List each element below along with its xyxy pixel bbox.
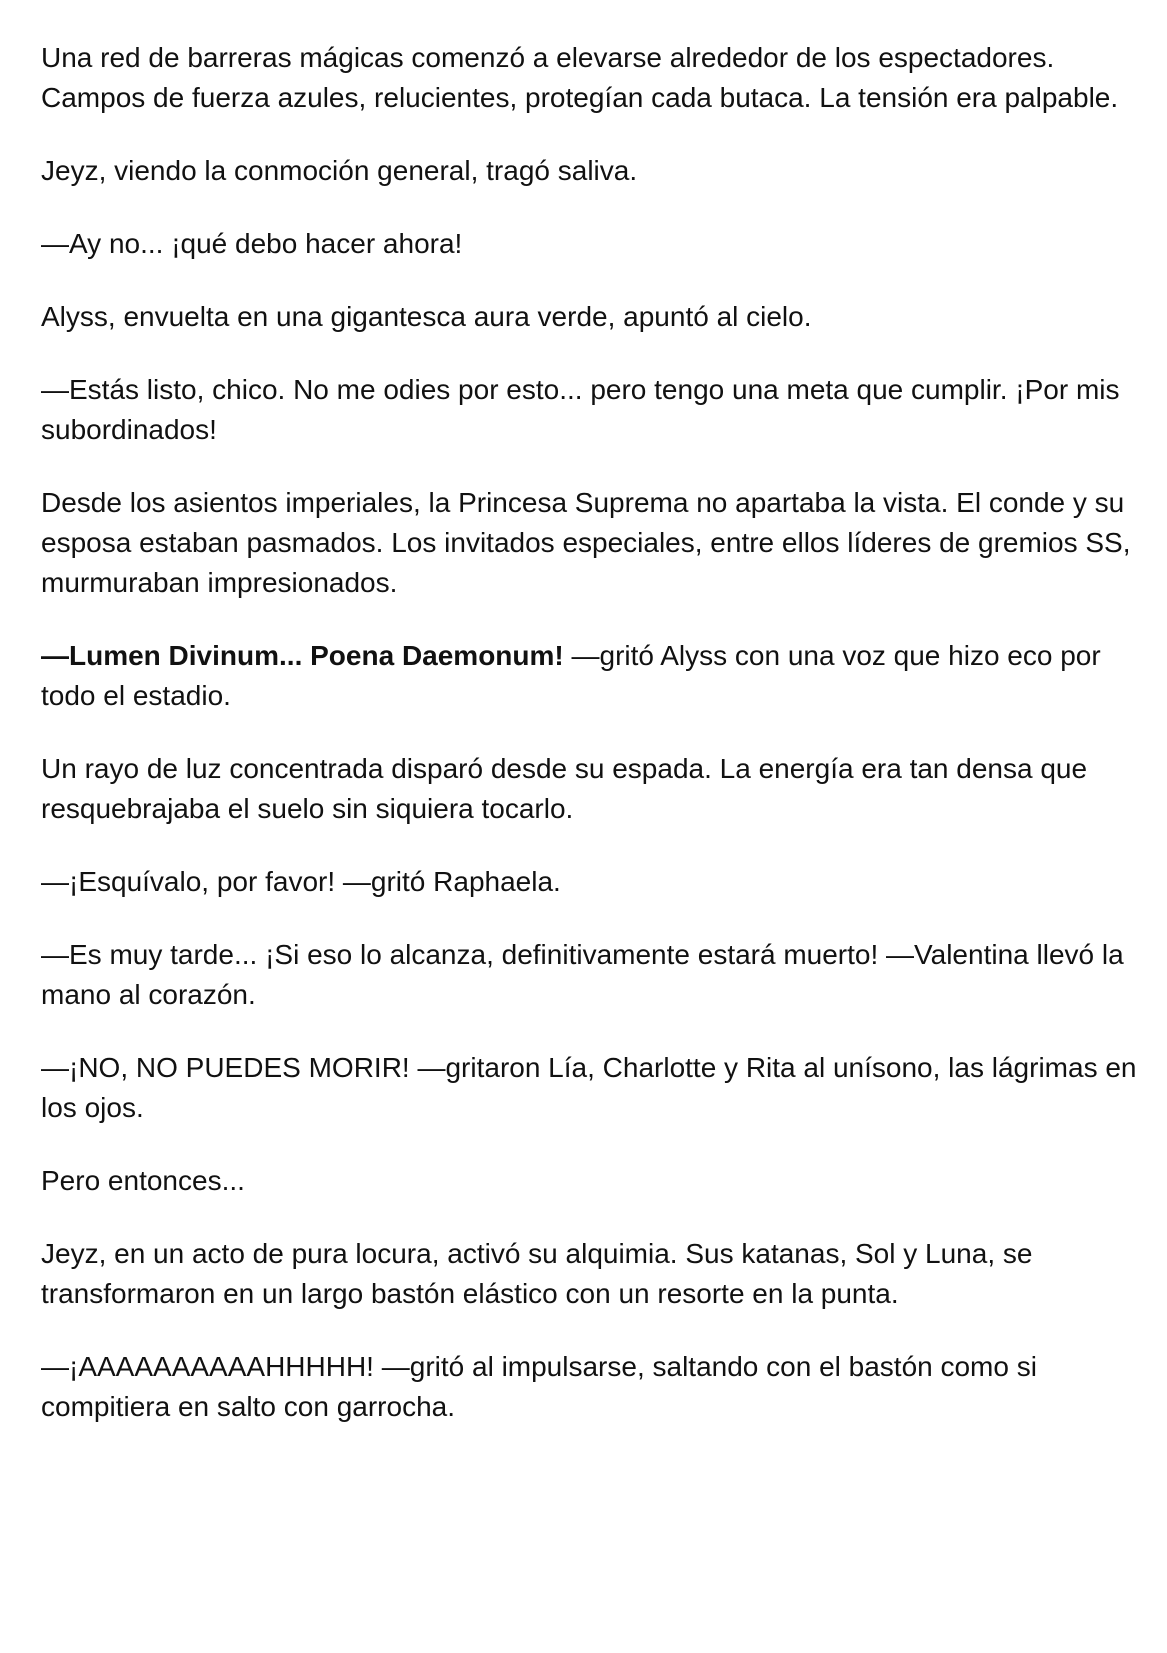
- spell-incantation: —Lumen Divinum... Poena Daemonum!: [41, 640, 564, 671]
- paragraph: Jeyz, viendo la conmoción general, tragó saliva.: [41, 155, 638, 186]
- paragraph: —Ay no... ¡qué debo hacer ahora!: [41, 228, 463, 259]
- document-body: [41, 38, 1141, 1460]
- paragraph: —¡AAAAAAAAAAHHHHH! —gritó al impulsarse, saltando con el bastón como si compitiera en salto con garrocha.: [41, 1351, 1037, 1422]
- paragraph: —¡Esquívalo, por favor! —gritó Raphaela.: [41, 866, 561, 897]
- paragraph: —Es muy tarde... ¡Si eso lo alcanza, definitivamente estará muerto! —Valentina llevó la mano al corazón.: [41, 939, 1124, 1010]
- paragraph-text: —gritó Alyss con una voz que hizo eco por todo el estadio.: [41, 640, 1101, 711]
- paragraph: —Estás listo, chico. No me odies por esto... pero tengo una meta que cumplir. ¡Por mis subordinados!: [41, 374, 1120, 445]
- paragraph: Alyss, envuelta en una gigantesca aura verde, apuntó al cielo.: [41, 301, 812, 332]
- paragraph: Desde los asientos imperiales, la Princesa Suprema no apartaba la vista. El conde y su esposa estaban pasmados. Los invitados especiales, entre ellos líderes de gremios SS, murmuraban impresionados.: [41, 487, 1131, 598]
- paragraph: [41, 636, 1141, 716]
- paragraph: Pero entonces...: [41, 1165, 245, 1196]
- paragraph: Un rayo de luz concentrada disparó desde su espada. La energía era tan densa que resquebrajaba el suelo sin siquiera tocarlo.: [41, 753, 1088, 824]
- paragraph: —¡NO, NO PUEDES MORIR! —gritaron Lía, Charlotte y Rita al unísono, las lágrimas en los ojos.: [41, 1052, 1137, 1123]
- paragraph: Jeyz, en un acto de pura locura, activó su alquimia. Sus katanas, Sol y Luna, se transformaron en un largo bastón elástico con un resorte en la punta.: [41, 1238, 1033, 1309]
- paragraph: Una red de barreras mágicas comenzó a elevarse alrededor de los espectadores. Campos de fuerza azules, relucientes, protegían cada butaca. La tensión era palpable.: [41, 42, 1119, 113]
